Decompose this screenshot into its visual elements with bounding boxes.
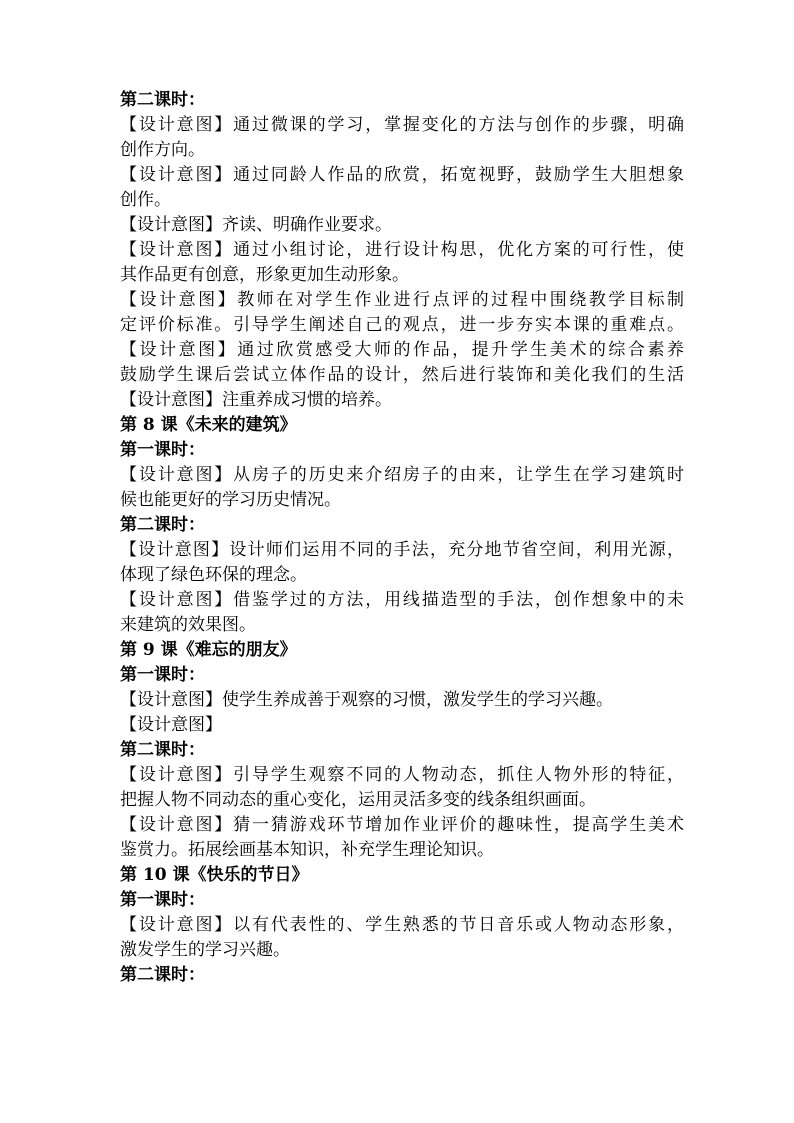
text-line: 【设计意图】猜一猜游戏环节增加作业评价的趣味性，提高学生美术 [120,815,684,835]
lesson-heading: 第 9 课《难忘的朋友》 [120,640,297,660]
text-line: 【设计意图】注重养成习惯的培养。 [120,390,392,410]
text-line: 【设计意图】设计师们运用不同的手法，充分地节省空间，利用光源， [120,540,684,560]
text-line: 鼓励学生课后尝试立体作品的设计，然后进行装饰和美化我们的生活 [120,365,684,385]
text-line: 定评价标准。引导学生阐述自己的观点，进一步夯实本课的重难点。 [120,315,684,335]
text-line: 鉴赏力。拓展绘画基本知识，补充学生理论知识。 [120,840,494,860]
document-body [120,88,684,988]
text-line: 创作。 [120,190,171,210]
text-line: 【设计意图】通过微课的学习，掌握变化的方法与创作的步骤，明确 [120,115,684,135]
session-heading: 第一课时： [120,440,205,460]
text-line: 【设计意图】通过小组讨论，进行设计构思，优化方案的可行性，使 [120,240,684,260]
text-line: 【设计意图】引导学生观察不同的人物动态，抓住人物外形的特征， [120,765,684,785]
session-heading: 第二课时： [120,90,205,110]
text-line: 【设计意图】从房子的历史来介绍房子的由来，让学生在学习建筑时 [120,465,684,485]
session-heading: 第二课时： [120,965,205,985]
text-line: 【设计意图】通过欣赏感受大师的作品，提升学生美术的综合素养 [120,340,684,360]
lesson-heading: 第 10 课《快乐的节日》 [120,865,309,885]
text-line: 来建筑的效果图。 [120,615,256,635]
session-heading: 第一课时： [120,890,205,910]
text-line: 候也能更好的学习历史情况。 [120,490,341,510]
text-line: 其作品更有创意，形象更加生动形象。 [120,265,409,285]
session-heading: 第一课时： [120,665,205,685]
text-line: 激发学生的学习兴趣。 [120,940,290,960]
text-line: 【设计意图】通过同龄人作品的欣赏，拓宽视野，鼓励学生大胆想象 [120,165,684,185]
text-line: 【设计意图】 [120,715,222,735]
session-heading: 第二课时： [120,740,205,760]
session-heading: 第二课时： [120,515,205,535]
text-line: 【设计意图】齐读、明确作业要求。 [120,215,392,235]
text-line: 体现了绿色环保的理念。 [120,565,307,585]
text-line: 把握人物不同动态的重心变化，运用灵活多变的线条组织画面。 [120,790,596,810]
text-line: 【设计意图】借鉴学过的方法，用线描造型的手法，创作想象中的未 [120,590,684,610]
text-line: 【设计意图】以有代表性的、学生熟悉的节日音乐或人物动态形象， [120,915,684,935]
text-line: 创作方向。 [120,140,205,160]
text-line: 【设计意图】教师在对学生作业进行点评的过程中围绕教学目标制 [120,290,684,310]
text-line: 【设计意图】使学生养成善于观察的习惯，激发学生的学习兴趣。 [120,690,613,710]
lesson-heading: 第 8 课《未来的建筑》 [120,415,297,435]
